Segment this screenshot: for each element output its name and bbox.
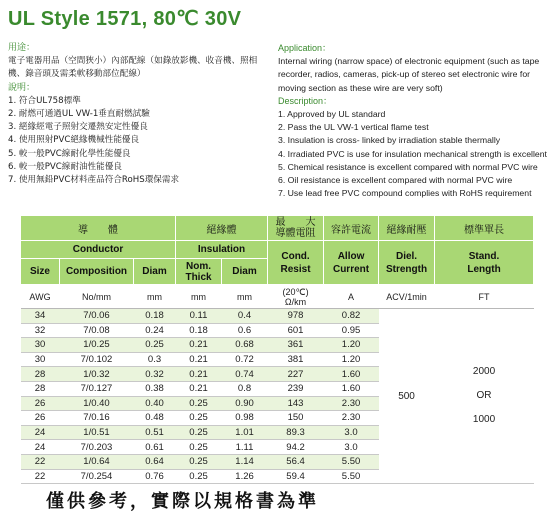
unit-length: FT xyxy=(435,285,534,309)
cell-insulation-diam: 1.14 xyxy=(222,454,268,469)
cell-size: 30 xyxy=(21,352,60,367)
conductor-diam-header: Diam xyxy=(134,259,176,285)
cell-nom-thick: 0.25 xyxy=(176,469,222,484)
header-row-chinese xyxy=(21,216,534,241)
cell-conductor-diam: 0.40 xyxy=(134,396,176,411)
units-row xyxy=(21,285,534,309)
cell-composition: 7/0.08 xyxy=(60,323,134,338)
cell-cond-resist: 601 xyxy=(268,323,324,338)
cell-composition: 1/0.25 xyxy=(60,338,134,353)
zh-current-header: 容許電流 xyxy=(324,216,379,241)
en-feature-item: 3. Insulation is cross- linked by irradiation stable thermally xyxy=(278,135,501,146)
cell-size: 34 xyxy=(21,309,60,324)
cell-conductor-diam: 0.32 xyxy=(134,367,176,382)
cell-allow-current: 3.0 xyxy=(324,425,379,440)
cell-size: 26 xyxy=(21,396,60,411)
cell-size: 22 xyxy=(21,469,60,484)
cell-cond-resist: 381 xyxy=(268,352,324,367)
zh-resist-header: 最 大 導體電阻 xyxy=(268,216,324,241)
spec-table xyxy=(20,215,534,484)
stand-length-header: Stand. Length xyxy=(435,241,534,285)
cell-insulation-diam: 0.72 xyxy=(222,352,268,367)
cell-allow-current: 1.20 xyxy=(324,338,379,353)
cell-nom-thick: 0.25 xyxy=(176,396,222,411)
en-application-text: Internal wiring (narrow space) of electronic equipment (such as tape recorder, radios, cameras, pick-up of stereo set electronic wire for moving section as these wire are very soft) xyxy=(278,56,540,93)
en-application-heading: Application： xyxy=(278,43,332,53)
unit-composition: No/mm xyxy=(60,285,134,309)
cell-diel-strength: 500 xyxy=(379,309,435,484)
unit-current: A xyxy=(324,285,379,309)
cell-cond-resist: 56.4 xyxy=(268,454,324,469)
size-header: Size xyxy=(21,259,60,285)
unit-size: AWG xyxy=(21,285,60,309)
cell-conductor-diam: 0.38 xyxy=(134,381,176,396)
zh-insulation-header: 絕緣體 xyxy=(176,216,268,241)
cell-allow-current: 3.0 xyxy=(324,440,379,455)
zh-feature-item: 1. 符合UL758標準 xyxy=(8,95,81,106)
cell-allow-current: 5.50 xyxy=(324,454,379,469)
nom-thick-header: Nom. Thick xyxy=(176,259,222,285)
zh-feature-item: 2. 耐燃可通過UL VW-1垂直耐燃試驗 xyxy=(8,109,150,120)
cell-cond-resist: 978 xyxy=(268,309,324,324)
cell-nom-thick: 0.21 xyxy=(176,352,222,367)
cell-conductor-diam: 0.24 xyxy=(134,323,176,338)
cell-composition: 7/0.06 xyxy=(60,309,134,324)
cell-cond-resist: 59.4 xyxy=(268,469,324,484)
cell-composition: 1/0.51 xyxy=(60,425,134,440)
zh-usage-text: 電子電器用品（空間狹小）內部配線（如錄放影機、收音機、照相機、錄音頭及需柔軟移動部位配線） xyxy=(8,56,258,80)
cell-nom-thick: 0.21 xyxy=(176,367,222,382)
en-feature-item: 5. Chemical resistance is excellent compared with normal PVC wire xyxy=(278,161,538,172)
cell-cond-resist: 89.3 xyxy=(268,425,324,440)
en-desc-heading: Description： xyxy=(278,95,333,106)
cell-conductor-diam: 0.18 xyxy=(134,309,176,324)
cell-composition: 7/0.127 xyxy=(60,381,134,396)
cell-size: 24 xyxy=(21,425,60,440)
stand-length-value: 2000 xyxy=(472,366,496,378)
cell-insulation-diam: 0.90 xyxy=(222,396,268,411)
insulation-diam-header: Diam xyxy=(222,259,268,285)
en-feature-item: 4. Irradiated PVC is use for insulation mechanical strength is excellent xyxy=(278,148,547,159)
cell-nom-thick: 0.21 xyxy=(176,381,222,396)
cell-composition: 1/0.32 xyxy=(60,367,134,382)
cell-allow-current: 5.50 xyxy=(324,469,379,484)
stand-length-value: 1000 xyxy=(472,414,496,426)
zh-feature-item: 6. 較一般PVC線耐油性能優良 xyxy=(8,161,122,172)
cell-insulation-diam: 1.01 xyxy=(222,425,268,440)
cell-size: 24 xyxy=(21,440,60,455)
cell-conductor-diam: 0.76 xyxy=(134,469,176,484)
zh-feature-item: 3. 絕緣經電子照射交遷熱安定性優良 xyxy=(8,122,148,133)
cell-allow-current: 2.30 xyxy=(324,411,379,426)
zh-usage-heading: 用途： xyxy=(8,43,36,53)
cell-nom-thick: 0.25 xyxy=(176,440,222,455)
cell-composition: 7/0.203 xyxy=(60,440,134,455)
cell-allow-current: 1.20 xyxy=(324,352,379,367)
cell-insulation-diam: 0.6 xyxy=(222,323,268,338)
cell-insulation-diam: 0.4 xyxy=(222,309,268,324)
chinese-description xyxy=(8,42,270,187)
cell-allow-current: 0.82 xyxy=(324,309,379,324)
cell-nom-thick: 0.25 xyxy=(176,411,222,426)
cell-nom-thick: 0.25 xyxy=(176,454,222,469)
unit-thick: mm xyxy=(176,285,222,309)
allow-current-header: Allow Current xyxy=(324,241,379,285)
cell-nom-thick: 0.11 xyxy=(176,309,222,324)
zh-desc-heading: 說明： xyxy=(8,82,36,93)
cell-composition: 7/0.102 xyxy=(60,352,134,367)
cell-conductor-diam: 0.3 xyxy=(134,352,176,367)
cell-cond-resist: 143 xyxy=(268,396,324,411)
cell-size: 32 xyxy=(21,323,60,338)
cell-nom-thick: 0.21 xyxy=(176,338,222,353)
unit-diel: ACV/1min xyxy=(379,285,435,309)
zh-feature-item: 7. 使用無鉛PVC材料產品符合RoHS環保需求 xyxy=(8,175,180,186)
cell-size: 22 xyxy=(21,454,60,469)
english-description xyxy=(278,42,550,200)
en-feature-item: 7. Use lead free PVC compound complies with RoHS requirement xyxy=(278,188,532,199)
cell-insulation-diam: 0.68 xyxy=(222,338,268,353)
unit-insulation-diam: mm xyxy=(222,285,268,309)
unit-resist: (20℃) Ω/km xyxy=(268,285,324,309)
cell-stand-length xyxy=(435,309,534,484)
composition-header: Composition xyxy=(60,259,134,285)
cell-insulation-diam: 0.98 xyxy=(222,411,268,426)
cell-cond-resist: 150 xyxy=(268,411,324,426)
cell-conductor-diam: 0.64 xyxy=(134,454,176,469)
cell-allow-current: 1.60 xyxy=(324,381,379,396)
table-row xyxy=(21,309,534,324)
cell-allow-current: 0.95 xyxy=(324,323,379,338)
cell-composition: 1/0.40 xyxy=(60,396,134,411)
cond-resist-header: Cond. Resist xyxy=(268,241,324,285)
zh-feature-item: 5. 較一般PVC線耐化學性能優良 xyxy=(8,148,131,159)
zh-feature-list xyxy=(8,95,270,187)
cell-composition: 7/0.254 xyxy=(60,469,134,484)
en-feature-item: 6. Oil resistance is excellent compared with normal PVC wire xyxy=(278,175,513,186)
cell-cond-resist: 239 xyxy=(268,381,324,396)
cell-conductor-diam: 0.48 xyxy=(134,411,176,426)
cell-size: 30 xyxy=(21,338,60,353)
cell-insulation-diam: 1.11 xyxy=(222,440,268,455)
product-title: UL Style 1571, 80℃ 30V xyxy=(8,8,242,30)
reference-note: 僅供參考，實際以規格書為準 xyxy=(46,491,319,512)
zh-feature-item: 4. 使用照射PVC絕緣機械性能優良 xyxy=(8,135,140,146)
cell-allow-current: 2.30 xyxy=(324,396,379,411)
zh-diel-header: 絕緣耐壓 xyxy=(379,216,435,241)
cell-size: 26 xyxy=(21,411,60,426)
cell-nom-thick: 0.18 xyxy=(176,323,222,338)
cell-cond-resist: 227 xyxy=(268,367,324,382)
cell-cond-resist: 94.2 xyxy=(268,440,324,455)
zh-conductor-header: 導 體 xyxy=(21,216,176,241)
insulation-header: Insulation xyxy=(176,241,268,259)
cell-cond-resist: 361 xyxy=(268,338,324,353)
cell-conductor-diam: 0.51 xyxy=(134,425,176,440)
cell-composition: 7/0.16 xyxy=(60,411,134,426)
cell-nom-thick: 0.25 xyxy=(176,425,222,440)
zh-length-header: 標準單長 xyxy=(435,216,534,241)
cell-insulation-diam: 0.8 xyxy=(222,381,268,396)
cell-allow-current: 1.60 xyxy=(324,367,379,382)
cell-conductor-diam: 0.25 xyxy=(134,338,176,353)
conductor-header: Conductor xyxy=(21,241,176,259)
stand-length-value: OR xyxy=(476,390,492,402)
cell-conductor-diam: 0.61 xyxy=(134,440,176,455)
cell-insulation-diam: 0.74 xyxy=(222,367,268,382)
en-feature-list xyxy=(278,108,550,200)
en-feature-item: 1. Approved by UL standard xyxy=(278,109,386,120)
unit-conductor-diam: mm xyxy=(134,285,176,309)
en-feature-item: 2. Pass the UL VW-1 vertical flame test xyxy=(278,122,429,133)
header-row-group xyxy=(21,241,534,259)
cell-insulation-diam: 1.26 xyxy=(222,469,268,484)
diel-strength-header: Diel. Strength xyxy=(379,241,435,285)
cell-composition: 1/0.64 xyxy=(60,454,134,469)
cell-size: 28 xyxy=(21,381,60,396)
cell-size: 28 xyxy=(21,367,60,382)
